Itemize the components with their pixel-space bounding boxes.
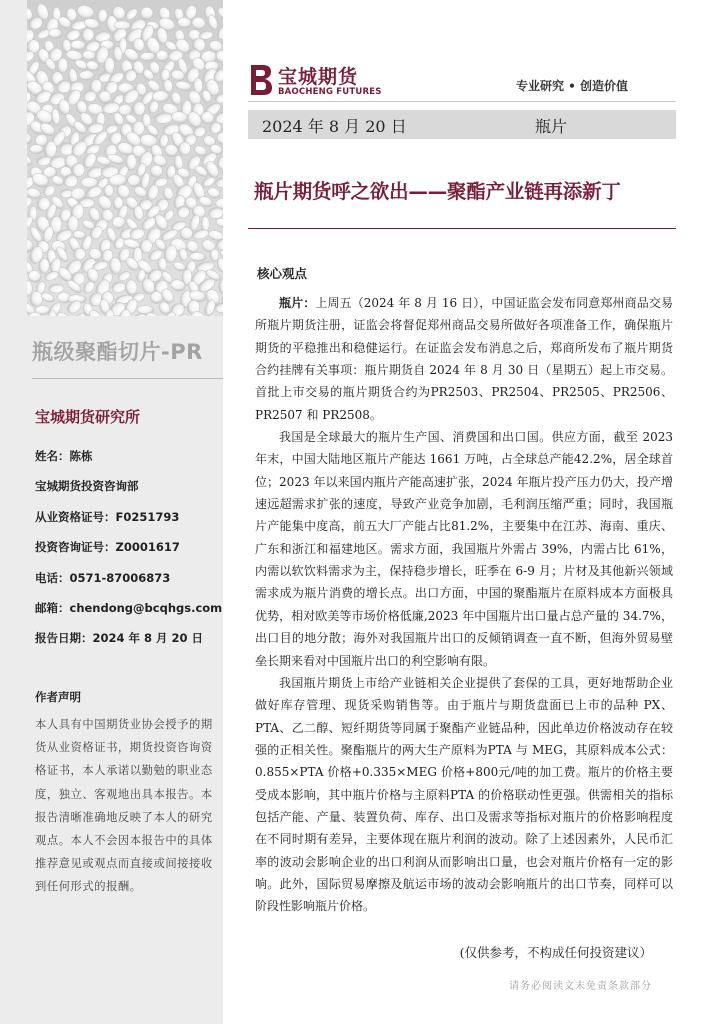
- baocheng-logo-icon: [248, 63, 274, 97]
- report-category: 瓶片: [535, 117, 568, 136]
- analyst-label: 姓名：: [35, 449, 70, 463]
- report-date: [35, 630, 203, 646]
- analyst-value: 陈栋: [69, 449, 93, 463]
- phone: [35, 570, 170, 586]
- phone-label: 电话：: [35, 571, 70, 585]
- core-views-heading: 核心观点: [257, 266, 308, 281]
- report-body: [255, 292, 673, 918]
- sidebar-divider: [32, 378, 223, 379]
- header-divider: [248, 101, 676, 102]
- phone-value: 0571-87006873: [69, 571, 171, 585]
- paragraph-3: 我国瓶片期货上市给产业链相关企业提供了套保的工具，更好地帮助企业做好库存管理、现货采购销售等。由于瓶片与期货盘面已上市的品种 PX、PTA、乙二醇、短纤期货等同属于聚酯产业链品种，因此单边价格波动存在较强的正相关性。聚酯瓶片的两大生产原料为PTA 与 MEG，其原料成本公式：0.855×PTA 价格+0.335×MEG 价格+800元/吨的加工费。瓶片的价格主要受成本影响，其中瓶片价格与主原料PTA 的价格联动性更强。供需相关的指标包括产能、产量、装置负荷、库存、出口及需求等指标对瓶片的价格影响程度在不同时期有差异，主要体现在瓶片利润的波动。除了上述因素外，人民币汇率的波动会影响企业的出口利润从而影响出口量，也会对瓶片价格有一定的影响。此外，国际贸易摩擦及航运市场的波动会影响瓶片的出口节奏，同样可以阶段性影响瓶片价格。: [255, 675, 673, 914]
- consulting-number: [35, 539, 180, 555]
- analyst-name: [35, 448, 93, 464]
- sidebar: [0, 0, 223, 1024]
- date-bar: [248, 110, 676, 139]
- declaration-title: 作者声明: [35, 690, 81, 704]
- qualification-value: F0251793: [115, 510, 180, 524]
- paragraph-1-lead: 瓶片：: [279, 296, 316, 310]
- paragraph-1-text: 上周五（2024 年 8 月 16 日），中国证监会发布同意郑州商品交易所瓶片期货注册，证监会将督促郑州商品交易所做好各项准备工作，确保瓶片期货的平稳推出和稳健运行。在证监会发布消息之后，郑商所发布了瓶片期货合约挂牌有关事项：瓶片期货自 2024 年 8 月 30 日（星期五）起上市交易。首批上市交易的瓶片期货合约为PR2503、PR2504、PR2505、PR2506、PR2507 和 PR2508。: [255, 296, 673, 422]
- institute-name: 宝城期货研究所: [35, 408, 141, 426]
- logo-text: 宝城期货: [278, 66, 359, 88]
- product-caption: 瓶级聚酯切片-PR: [32, 340, 203, 364]
- email-value[interactable]: chendong@bcqhgs.com: [69, 601, 223, 615]
- department-name: 宝城期货投资咨询部: [35, 479, 139, 493]
- qualification-number: [35, 509, 179, 525]
- paragraph-1: [255, 292, 673, 426]
- consulting-value: Z0001617: [115, 540, 180, 554]
- qualification-label: 从业资格证号：: [35, 510, 116, 524]
- consulting-label: 投资咨询证号：: [35, 540, 116, 554]
- pet-pellets-photo: [27, 0, 223, 316]
- report-date-value: 2024 年 8 月 20 日: [92, 631, 204, 645]
- footer-note: 请务必阅读文末免责条款部分: [509, 981, 652, 992]
- email: [35, 600, 222, 616]
- slogan: 专业研究 • 创造价值: [515, 79, 628, 93]
- title-divider: [248, 228, 676, 229]
- email-label: 邮箱：: [35, 601, 70, 615]
- logo-english: BAOCHENG FUTURES: [278, 87, 382, 97]
- declaration-text: 本人具有中国期货业协会授予的期货从业资格证书，期货投资咨询资格证书，本人承诺以勤勉的职业态度，独立、客观地出具本报告。本报告清晰准确地反映了本人的研究观点。本人不会因本报告中的具体推荐意见或观点而直接或间接接收到任何形式的报酬。: [35, 718, 213, 894]
- page-title: 瓶片期货呼之欲出——聚酯产业链再添新丁: [254, 180, 621, 203]
- investment-disclaimer: (仅供参考，不构成任何投资建议）: [459, 945, 652, 960]
- report-date-label: 报告日期：: [35, 631, 93, 645]
- paragraph-2: 我国是全球最大的瓶片生产国、消费国和出口国。供应方面，截至 2023 年末，中国大陆地区瓶片产能达 1661 万吨，占全球总产能42.2%，居全球首位；2023 年以来国内瓶片产能高速扩张，2024 年瓶片投产压力仍大，投产增速远超需求扩张的速度，导致产业竞争加剧，毛利润压缩严重；同时，我国瓶片产能集中度高，前五大厂产能占比81.2%，主要集中在江苏、海南、重庆、广东和浙江和福建地区。需求方面，我国瓶片外需占 39%，内需占比 61%，内需以软饮料需求为主，保持稳步增长，旺季在 6-9 月；片材及其他新兴领域需求成为瓶片消费的增长点。出口方面，中国的聚酯瓶片在原料成本方面极具优势，相对欧美等市场价格低廉,2023 年中国瓶片出口量占总产量的 34.7%，出口目的地分散；海外对我国瓶片出口的反倾销调查一直不断，但海外贸易壁垒长期来看对中国瓶片出口的利空影响有限。: [255, 430, 673, 668]
- report-date-header: 2024 年 8 月 20 日: [262, 117, 407, 136]
